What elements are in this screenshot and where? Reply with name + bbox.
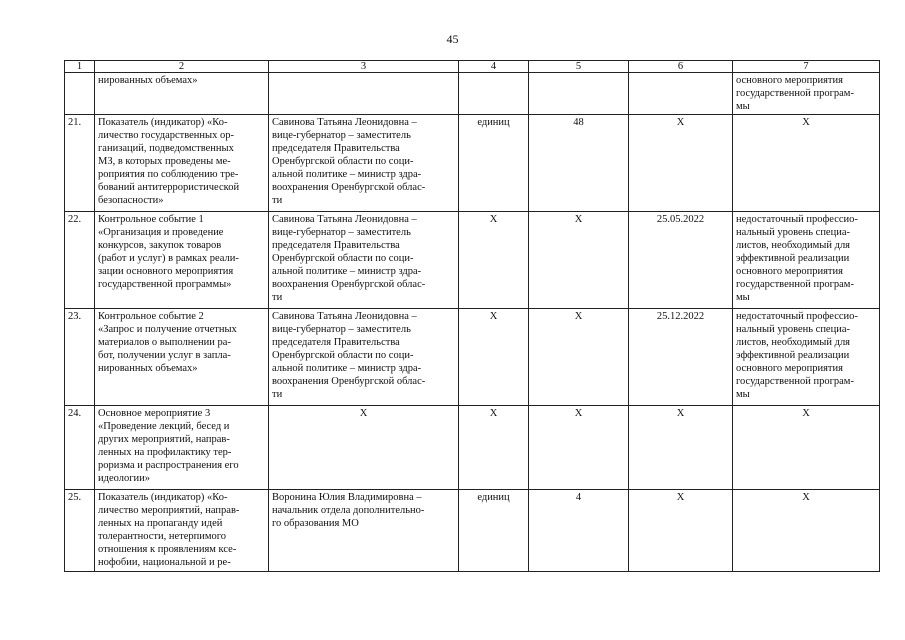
risk-description: X (733, 490, 880, 572)
deadline: 25.05.2022 (629, 212, 733, 309)
value: 48 (529, 115, 629, 212)
table-row (65, 73, 880, 115)
responsible-person: X (269, 406, 459, 490)
column-header: 4 (459, 61, 529, 73)
unit: единиц (459, 490, 529, 572)
row-number (65, 73, 95, 115)
unit: X (459, 406, 529, 490)
column-header: 6 (629, 61, 733, 73)
unit: единиц (459, 115, 529, 212)
unit: X (459, 212, 529, 309)
responsible-person (269, 73, 459, 115)
responsible-person: Савинова Татьяна Леонидовна – вице-губернатор – заместитель председателя Правительства Оренбургской области по соци- альной политике – министр здра- воохранения Оренбургской облас- ти (269, 309, 459, 406)
deadline: X (629, 490, 733, 572)
activity-name: Контрольное событие 2 «Запрос и получение отчетных материалов о выполнении ра- бот, получении услуг в запла- нированных объемах» (95, 309, 269, 406)
deadline: X (629, 406, 733, 490)
column-header: 7 (733, 61, 880, 73)
column-header: 3 (269, 61, 459, 73)
row-number: 22. (65, 212, 95, 309)
plan-table (64, 60, 880, 572)
row-number: 25. (65, 490, 95, 572)
value (529, 73, 629, 115)
column-header: 1 (65, 61, 95, 73)
activity-name: Показатель (индикатор) «Ко- личество мероприятий, направ- ленных на пропаганду идей толерантности, нетерпимого отношения к проявлениям ксе- нофобии, национальной и ре- (95, 490, 269, 572)
deadline: 25.12.2022 (629, 309, 733, 406)
column-number-row (65, 61, 880, 73)
responsible-person: Савинова Татьяна Леонидовна – вице-губернатор – заместитель председателя Правительства Оренбургской области по соци- альной политике – министр здра- воохранения Оренбургской облас- ти (269, 115, 459, 212)
table-row (65, 115, 880, 212)
page-number: 45 (446, 32, 459, 46)
row-number: 21. (65, 115, 95, 212)
table-row (65, 490, 880, 572)
column-header: 5 (529, 61, 629, 73)
risk-description: недостаточный профессио- нальный уровень специа- листов, необходимый для эффективной реализации основного мероприятия государственной програм- мы (733, 212, 880, 309)
responsible-person: Савинова Татьяна Леонидовна – вице-губернатор – заместитель председателя Правительства Оренбургской области по соци- альной политике – министр здра- воохранения Оренбургской облас- ти (269, 212, 459, 309)
deadline: X (629, 115, 733, 212)
risk-description: X (733, 406, 880, 490)
activity-name: нированных объемах» (95, 73, 269, 115)
value: X (529, 406, 629, 490)
value: X (529, 212, 629, 309)
activity-name: Контрольное событие 1 «Организация и проведение конкурсов, закупок товаров (работ и услуг) в рамках реали- зации основного мероприятия государственной программы» (95, 212, 269, 309)
value: X (529, 309, 629, 406)
value: 4 (529, 490, 629, 572)
row-number: 24. (65, 406, 95, 490)
table-row (65, 309, 880, 406)
responsible-person: Воронина Юлия Владимировна – начальник отдела дополнительно- го образования МО (269, 490, 459, 572)
row-number: 23. (65, 309, 95, 406)
risk-description: X (733, 115, 880, 212)
column-header: 2 (95, 61, 269, 73)
activity-name: Основное мероприятие 3 «Проведение лекций, бесед и других мероприятий, направ- ленных на профилактику тер- роризма и распространения его идеологии» (95, 406, 269, 490)
unit (459, 73, 529, 115)
table-row (65, 406, 880, 490)
risk-description: недостаточный профессио- нальный уровень специа- листов, необходимый для эффективной реализации основного мероприятия государственной програм- мы (733, 309, 880, 406)
activity-name: Показатель (индикатор) «Ко- личество государственных ор- ганизаций, подведомственных МЗ, в которых проведены ме- роприятия по соблюдению тре- бований антитеррористической безопасности» (95, 115, 269, 212)
deadline (629, 73, 733, 115)
table-row (65, 212, 880, 309)
unit: X (459, 309, 529, 406)
risk-description: основного мероприятия государственной програм- мы (733, 73, 880, 115)
